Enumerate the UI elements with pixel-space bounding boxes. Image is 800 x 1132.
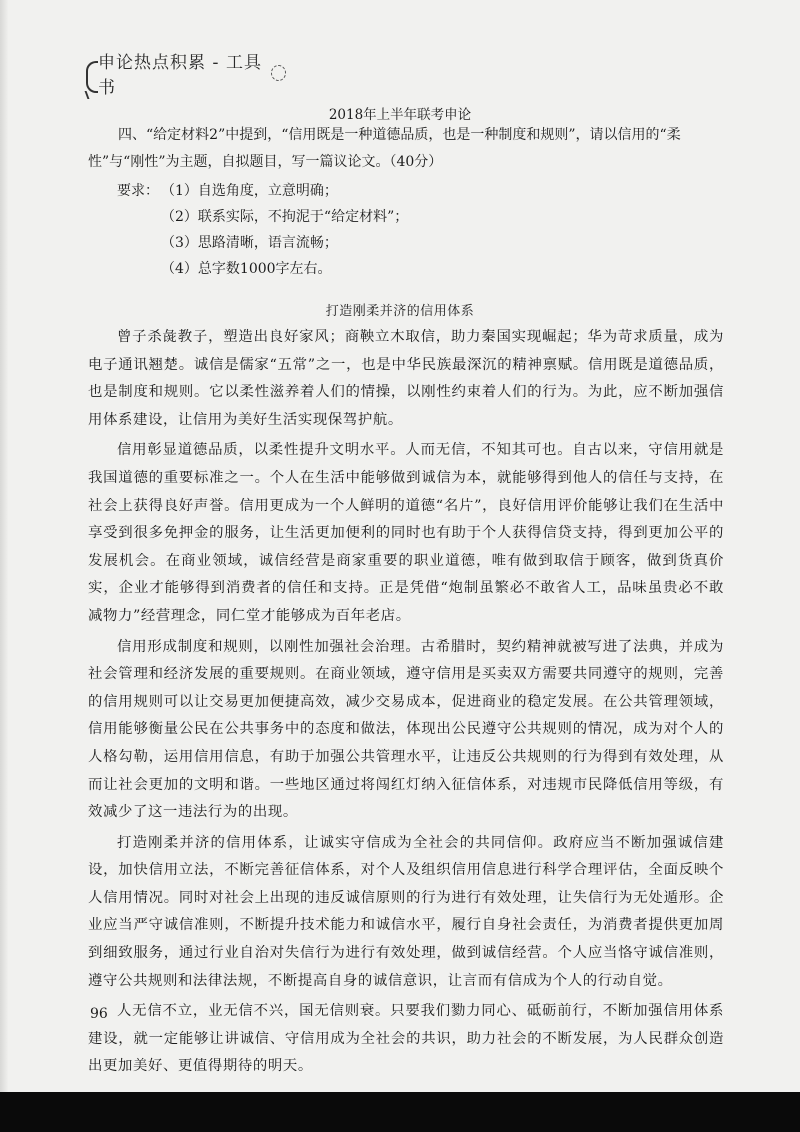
page-edge-shadow <box>0 0 8 1132</box>
header-tag-label: 申论热点积累 - 工具书 <box>98 53 262 98</box>
question-text: 四、“给定材料2”中提到，“信用既是一种道德品质，也是一种制度和规则”，请以信用的“柔性”与“刚性”为主题，自拟题目，写一篇议论文。（40分） <box>88 127 681 170</box>
essay-paragraph-3: 信用形成制度和规则，以刚性加强社会治理。古希腊时，契约精神就被写进了法典，并成为社会管理和经济发展的重要规则。在商业领域，遵守信用是买卖双方需要共同遵守的规则，完善的信用规则可以让交易更加便捷高效，减少交易成本，促进商业的稳定发展。在公共管理领域，信用能够衡量公民在公共事务中的态度和做法，体现出公民遵守公共规则的情况，成为对个人的人格勾勒，运用信用信息，有助于加强公共管理水平，让违反公共规则的行为得到有效处理，从而让社会更加的文明和谐。一些地区通过将闯红灯纳入征信体系，对违规市民降低信用等级，有效减少了这一违法行为的出现。 <box>88 638 724 821</box>
essay-paragraph-2: 信用彰显道德品质，以柔性提升文明水平。人而无信，不知其可也。自古以来，守信用就是我国道德的重要标准之一。个人在生活中能够做到诚信为本，就能够得到他人的信任与支持，在社会上获得良好声誉。信用更成为一个人鲜明的道德“名片”，良好信用评价能够让我们在生活中享受到很多免押金的服务，让生活更加便利的同时也有助于个人获得信贷支持，得到更加公平的发展机会。在商业领域，诚信经营是商家重要的职业道德，唯有做到取信于顾客，做到货真价实，企业才能够得到消费者的信任和支持。正是凭借“炮制虽繁必不敢省人工，品味虽贵必不敢减物力”经营理念，同仁堂才能够成为百年老店。 <box>88 442 724 624</box>
page-number: 96 <box>90 1006 108 1022</box>
book-header-tag <box>86 53 286 98</box>
essay-paragraph-4: 打造刚柔并济的信用体系，让诚实守信成为全社会的共同信仰。政府应当不断加强诚信建设，加快信用立法，不断完善征信体系，对个人及组织信用信息进行科学合理评估，全面反映个人信用情况。同时对社会上出现的违反诚信原则的行为进行有效处理，让失信行为无处遁形。企业应当严守诚信准则，不断提升技术能力和诚信水平，履行自身社会责任，为消费者提供更加周到细致服务，通过行业自治对失信行为进行有效处理，做到诚信经营。个人应当恪守诚信准则，遵守公共规则和法律法规，不断提高自身的诚信意识，让言而有信成为个人的行动自觉。 <box>88 834 724 989</box>
requirement-item-1: （1）自选角度，立意明确； <box>161 183 338 199</box>
requirement-item-3: （3）思路清晰，语言流畅； <box>161 235 338 251</box>
essay-title: 打造刚柔并济的信用体系 <box>325 304 475 319</box>
essay-body <box>88 324 724 1084</box>
essay-paragraph-5: 人无信不立，业无信不兴，国无信则衰。只要我们勠力同心、砥砺前行，不断加强信用体系建设，就一定能够让讲诚信、守信用成为全社会的共识，助力社会的不断发展，为人民群众创造出更加美好、更值得期待的明天。 <box>88 1003 724 1075</box>
header-bracket-icon <box>86 61 98 93</box>
source-title: 2018年上半年联考申论 <box>328 107 472 123</box>
requirement-item-2: （2）联系实际，不拘泥于“给定材料”； <box>161 209 409 225</box>
essay-paragraph-1: 曾子杀彘教子，塑造出良好家风；商鞅立木取信，助力秦国实现崛起；华为苛求质量，成为电子通讯翘楚。诚信是儒家“五常”之一，也是中华民族最深沉的精神禀赋。信用既是道德品质，也是制度和规则。它以柔性滋养着人们的情操，以刚性约束着人们的行为。为此，应不断加强信用体系建设，让信用为美好生活实现保驾护航。 <box>88 329 724 428</box>
gear-icon <box>271 65 286 81</box>
requirements-label: 要求： <box>117 183 159 199</box>
requirement-item-4: （4）总字数1000字左右。 <box>161 261 332 277</box>
scan-bottom-band <box>0 1092 800 1132</box>
